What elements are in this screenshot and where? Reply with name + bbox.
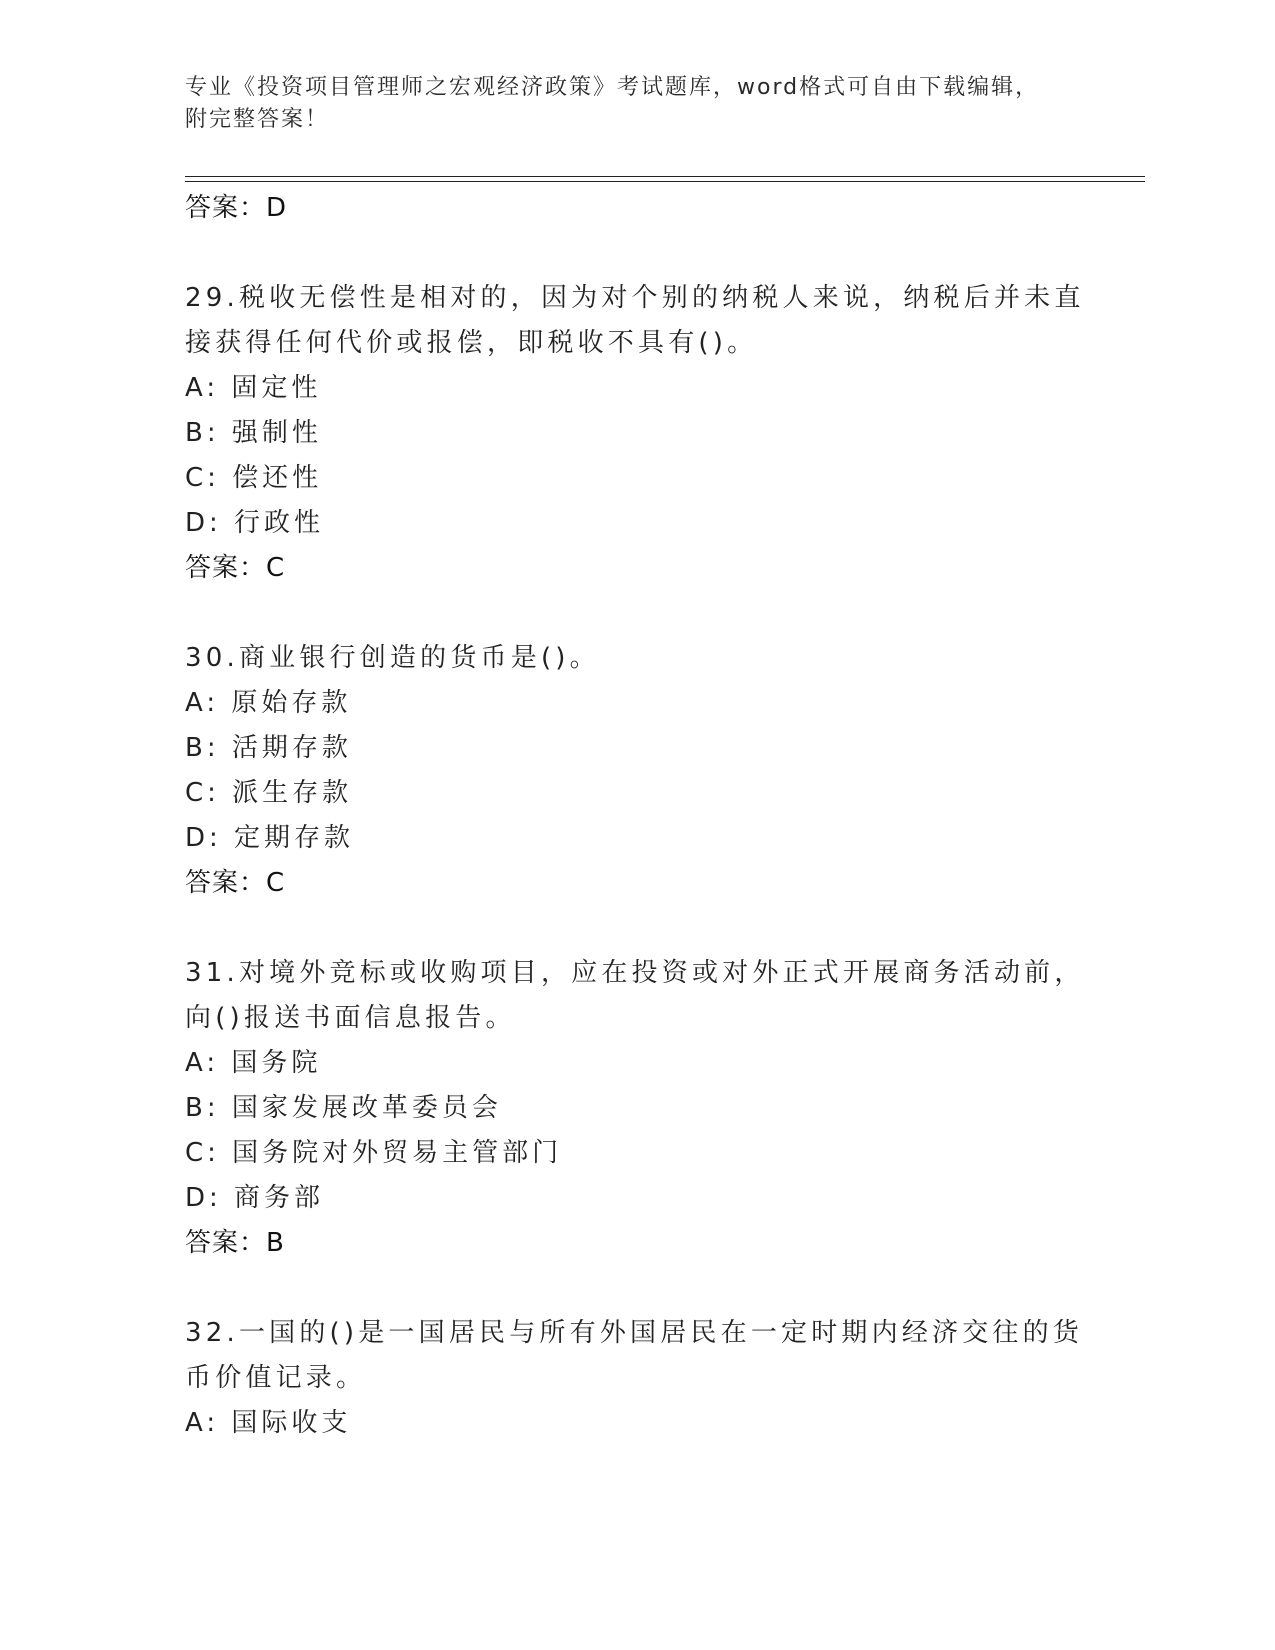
header-line-2: 附完整答案！ [185, 107, 330, 132]
answer-line: 答案：C [185, 868, 286, 898]
answer-line: 答案：C [185, 553, 286, 583]
question-30 [185, 636, 1085, 905]
option-c: C: 国务院对外贸易主管部门 [185, 1138, 563, 1168]
document-header [185, 72, 1065, 136]
question-list [185, 186, 1085, 1446]
question-29 [185, 276, 1085, 590]
option-d: D: 定期存款 [185, 823, 355, 853]
question-stem: 30.商业银行创造的货币是()。 [185, 643, 600, 673]
header-line-1: 专业《投资项目管理师之宏观经济政策》考试题库，word格式可自由下载编辑， [185, 75, 1040, 100]
option-d: D: 行政性 [185, 508, 325, 538]
option-a: A: 原始存款 [185, 688, 352, 718]
option-b: B: 活期存款 [185, 733, 352, 763]
question-stem: 29.税收无偿性是相对的，因为对个别的纳税人来说，纳税后并未直接获得任何代价或报偿，即税收不具有()。 [185, 283, 1085, 358]
option-c: C: 偿还性 [185, 463, 323, 493]
question-stem: 32.一国的()是一国居民与所有外国居民在一定时期内经济交往的货币价值记录。 [185, 1318, 1084, 1393]
option-b: B: 强制性 [185, 418, 322, 448]
header-divider-top [185, 176, 1145, 177]
option-b: B: 国家发展改革委员会 [185, 1093, 502, 1123]
question-31 [185, 951, 1085, 1265]
question-32 [185, 1311, 1085, 1446]
answer-line: 答案：B [185, 1228, 285, 1258]
previous-answer: 答案：D [185, 193, 288, 223]
option-a: A: 国务院 [185, 1048, 322, 1078]
option-a: A: 固定性 [185, 373, 322, 403]
header-divider-bottom [185, 181, 1145, 182]
option-a: A: 国际收支 [185, 1408, 352, 1438]
option-c: C: 派生存款 [185, 778, 353, 808]
question-stem: 31.对境外竞标或收购项目，应在投资或对外正式开展商务活动前，向()报送书面信息报告。 [185, 958, 1085, 1033]
option-d: D: 商务部 [185, 1183, 325, 1213]
